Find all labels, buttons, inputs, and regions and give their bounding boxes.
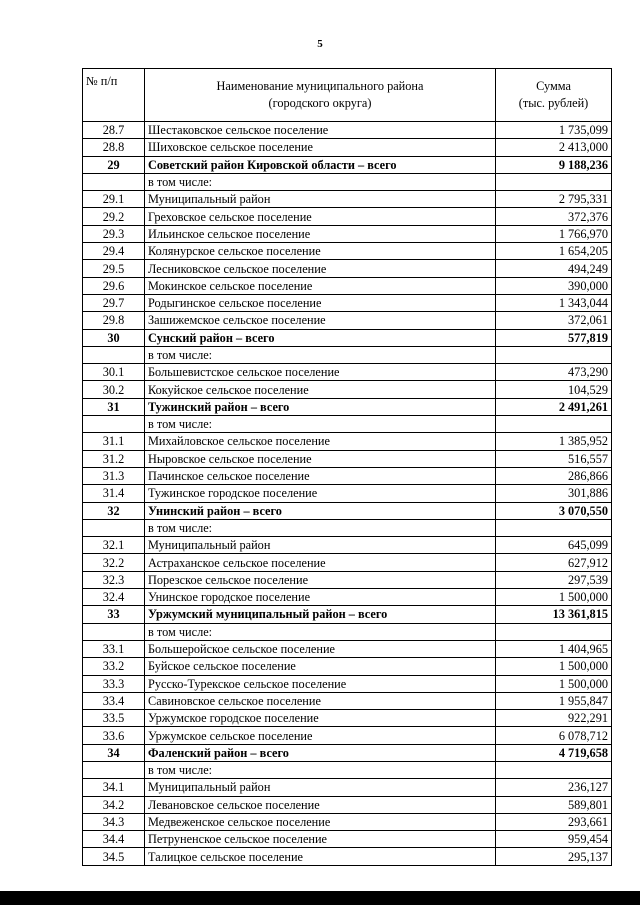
- table-row: [83, 139, 612, 156]
- row-number: 29.4: [83, 243, 145, 260]
- row-number: [83, 346, 145, 363]
- row-number: 32.1: [83, 537, 145, 554]
- row-name: Фаленский район – всего: [145, 744, 496, 761]
- row-number: 29.2: [83, 208, 145, 225]
- row-sum: 959,454: [496, 831, 612, 848]
- row-name: Медвеженское сельское поселение: [145, 813, 496, 830]
- header-name: [145, 69, 496, 122]
- row-sum: [496, 346, 612, 363]
- row-sum: 372,376: [496, 208, 612, 225]
- row-name: Шестаковское сельское поселение: [145, 122, 496, 139]
- row-number: 31.3: [83, 467, 145, 484]
- header-sum-line1: Сумма: [536, 79, 571, 93]
- row-number: 29.7: [83, 294, 145, 311]
- row-number: 33.6: [83, 727, 145, 744]
- header-name-line1: Наименование муниципального района: [216, 79, 424, 93]
- row-number: 28.8: [83, 139, 145, 156]
- row-number: 29.3: [83, 225, 145, 242]
- table-row: [83, 260, 612, 277]
- row-sum: 1 500,000: [496, 658, 612, 675]
- row-name: Кокуйское сельское поселение: [145, 381, 496, 398]
- table-row: [83, 658, 612, 675]
- table-row-subheading: [83, 346, 612, 363]
- row-name: Унинское городское поселение: [145, 589, 496, 606]
- row-sum: 1 500,000: [496, 589, 612, 606]
- row-number: 29.6: [83, 277, 145, 294]
- table-row: [83, 364, 612, 381]
- row-sum: 1 343,044: [496, 294, 612, 311]
- scan-bottom-edge: [0, 891, 640, 905]
- row-number: 33.3: [83, 675, 145, 692]
- row-sum: 473,290: [496, 364, 612, 381]
- row-name: Мокинское сельское поселение: [145, 277, 496, 294]
- row-name: Унинский район – всего: [145, 502, 496, 519]
- row-number: 33.1: [83, 640, 145, 657]
- table-row: [83, 381, 612, 398]
- row-number: 33.5: [83, 710, 145, 727]
- row-number: 33.2: [83, 658, 145, 675]
- row-name: Лесниковское сельское поселение: [145, 260, 496, 277]
- row-name: Тужинское городское поселение: [145, 485, 496, 502]
- row-number: 32.3: [83, 571, 145, 588]
- row-sum: 293,661: [496, 813, 612, 830]
- row-sum: 1 404,965: [496, 640, 612, 657]
- row-sum: 577,819: [496, 329, 612, 346]
- header-sum: [496, 69, 612, 122]
- table-row-subheading: [83, 519, 612, 536]
- row-name: Тужинский район – всего: [145, 398, 496, 415]
- row-sum: [496, 519, 612, 536]
- table-row-subheading: [83, 173, 612, 190]
- row-name: в том числе:: [145, 519, 496, 536]
- row-sum: 9 188,236: [496, 156, 612, 173]
- row-name: Талицкое сельское поселение: [145, 848, 496, 865]
- row-sum: 1 654,205: [496, 243, 612, 260]
- table-row: [83, 208, 612, 225]
- table-row: [83, 727, 612, 744]
- row-sum: 6 078,712: [496, 727, 612, 744]
- table-row-total: [83, 156, 612, 173]
- table-row-total: [83, 398, 612, 415]
- row-sum: 236,127: [496, 779, 612, 796]
- table-row: [83, 485, 612, 502]
- table-row: [83, 779, 612, 796]
- table-row: [83, 589, 612, 606]
- row-sum: 2 795,331: [496, 191, 612, 208]
- table-row: [83, 191, 612, 208]
- row-sum: 372,061: [496, 312, 612, 329]
- table-row: [83, 813, 612, 830]
- row-sum: [496, 416, 612, 433]
- row-name: в том числе:: [145, 173, 496, 190]
- row-sum: [496, 623, 612, 640]
- row-number: [83, 623, 145, 640]
- table-row-total: [83, 606, 612, 623]
- table-row-total: [83, 329, 612, 346]
- row-name: Порезское сельское поселение: [145, 571, 496, 588]
- row-number: 31.4: [83, 485, 145, 502]
- row-name: Большеройское сельское поселение: [145, 640, 496, 657]
- row-number: 34.2: [83, 796, 145, 813]
- row-number: 30: [83, 329, 145, 346]
- row-name: Советский район Кировской области – всего: [145, 156, 496, 173]
- row-name: Уржумское городское поселение: [145, 710, 496, 727]
- row-name: Колянурское сельское поселение: [145, 243, 496, 260]
- table-body: [83, 122, 612, 866]
- table-row-subheading: [83, 761, 612, 778]
- table-row: [83, 554, 612, 571]
- row-sum: 2 491,261: [496, 398, 612, 415]
- table-row: [83, 294, 612, 311]
- row-sum: 1 955,847: [496, 692, 612, 709]
- table-row-total: [83, 744, 612, 761]
- row-sum: 104,529: [496, 381, 612, 398]
- row-number: 34.4: [83, 831, 145, 848]
- table-header: [83, 69, 612, 122]
- row-number: 32.2: [83, 554, 145, 571]
- row-name: Зашижемское сельское поселение: [145, 312, 496, 329]
- row-sum: 1 500,000: [496, 675, 612, 692]
- row-name: Астраханское сельское поселение: [145, 554, 496, 571]
- row-number: [83, 761, 145, 778]
- budget-table: [82, 68, 612, 866]
- table-row: [83, 277, 612, 294]
- table-row: [83, 848, 612, 865]
- row-name: Ильинское сельское поселение: [145, 225, 496, 242]
- row-number: 30.2: [83, 381, 145, 398]
- table-row: [83, 831, 612, 848]
- table-row: [83, 122, 612, 139]
- row-number: 32.4: [83, 589, 145, 606]
- row-name: Петруненское сельское поселение: [145, 831, 496, 848]
- row-number: [83, 416, 145, 433]
- row-number: 28.7: [83, 122, 145, 139]
- table-row: [83, 571, 612, 588]
- table-row: [83, 710, 612, 727]
- row-name: Шиховское сельское поселение: [145, 139, 496, 156]
- row-name: Муниципальный район: [145, 537, 496, 554]
- row-sum: 1 766,970: [496, 225, 612, 242]
- table-row: [83, 433, 612, 450]
- row-sum: 297,539: [496, 571, 612, 588]
- row-name: Родыгинское сельское поселение: [145, 294, 496, 311]
- row-sum: 4 719,658: [496, 744, 612, 761]
- row-sum: 589,801: [496, 796, 612, 813]
- row-name: Ныровское сельское поселение: [145, 450, 496, 467]
- row-sum: 295,137: [496, 848, 612, 865]
- row-name: Сунский район – всего: [145, 329, 496, 346]
- row-number: 33: [83, 606, 145, 623]
- table-row-subheading: [83, 623, 612, 640]
- row-sum: 390,000: [496, 277, 612, 294]
- row-number: 31.1: [83, 433, 145, 450]
- row-sum: 516,557: [496, 450, 612, 467]
- row-number: 34.1: [83, 779, 145, 796]
- header-sum-line2: (тыс. рублей): [518, 96, 589, 110]
- table-row: [83, 312, 612, 329]
- row-name: в том числе:: [145, 623, 496, 640]
- header-name-line2: (городского округа): [268, 96, 372, 110]
- table-row-subheading: [83, 416, 612, 433]
- row-sum: 13 361,815: [496, 606, 612, 623]
- row-number: [83, 519, 145, 536]
- table-row: [83, 243, 612, 260]
- row-sum: 922,291: [496, 710, 612, 727]
- row-sum: 3 070,550: [496, 502, 612, 519]
- table-row: [83, 225, 612, 242]
- row-sum: 627,912: [496, 554, 612, 571]
- row-name: Уржумский муниципальный район – всего: [145, 606, 496, 623]
- row-name: Уржумское сельское поселение: [145, 727, 496, 744]
- row-name: Левановское сельское поселение: [145, 796, 496, 813]
- table-row: [83, 467, 612, 484]
- row-name: Муниципальный район: [145, 779, 496, 796]
- row-sum: [496, 173, 612, 190]
- row-sum: [496, 761, 612, 778]
- row-name: Пачинское сельское поселение: [145, 467, 496, 484]
- row-sum: 1 735,099: [496, 122, 612, 139]
- row-number: 33.4: [83, 692, 145, 709]
- row-number: [83, 173, 145, 190]
- row-name: в том числе:: [145, 346, 496, 363]
- row-number: 32: [83, 502, 145, 519]
- table-row: [83, 692, 612, 709]
- row-number: 29.5: [83, 260, 145, 277]
- row-number: 29.8: [83, 312, 145, 329]
- row-sum: 2 413,000: [496, 139, 612, 156]
- table-row-total: [83, 502, 612, 519]
- row-number: 29: [83, 156, 145, 173]
- row-name: Савиновское сельское поселение: [145, 692, 496, 709]
- page-number: 5: [317, 38, 323, 50]
- row-sum: 1 385,952: [496, 433, 612, 450]
- row-name: в том числе:: [145, 761, 496, 778]
- table-row: [83, 640, 612, 657]
- header-number: № п/п: [83, 69, 145, 122]
- row-name: Большевистское сельское поселение: [145, 364, 496, 381]
- row-number: 31.2: [83, 450, 145, 467]
- table-row: [83, 796, 612, 813]
- row-sum: 494,249: [496, 260, 612, 277]
- row-name: Михайловское сельское поселение: [145, 433, 496, 450]
- row-number: 29.1: [83, 191, 145, 208]
- row-sum: 301,886: [496, 485, 612, 502]
- row-sum: 645,099: [496, 537, 612, 554]
- table-row: [83, 450, 612, 467]
- row-name: Русско-Турекское сельское поселение: [145, 675, 496, 692]
- row-number: 34: [83, 744, 145, 761]
- row-name: в том числе:: [145, 416, 496, 433]
- row-name: Буйское сельское поселение: [145, 658, 496, 675]
- row-number: 34.5: [83, 848, 145, 865]
- row-number: 34.3: [83, 813, 145, 830]
- row-number: 30.1: [83, 364, 145, 381]
- row-name: Греховское сельское поселение: [145, 208, 496, 225]
- table-row: [83, 675, 612, 692]
- row-number: 31: [83, 398, 145, 415]
- row-sum: 286,866: [496, 467, 612, 484]
- table-row: [83, 537, 612, 554]
- row-name: Муниципальный район: [145, 191, 496, 208]
